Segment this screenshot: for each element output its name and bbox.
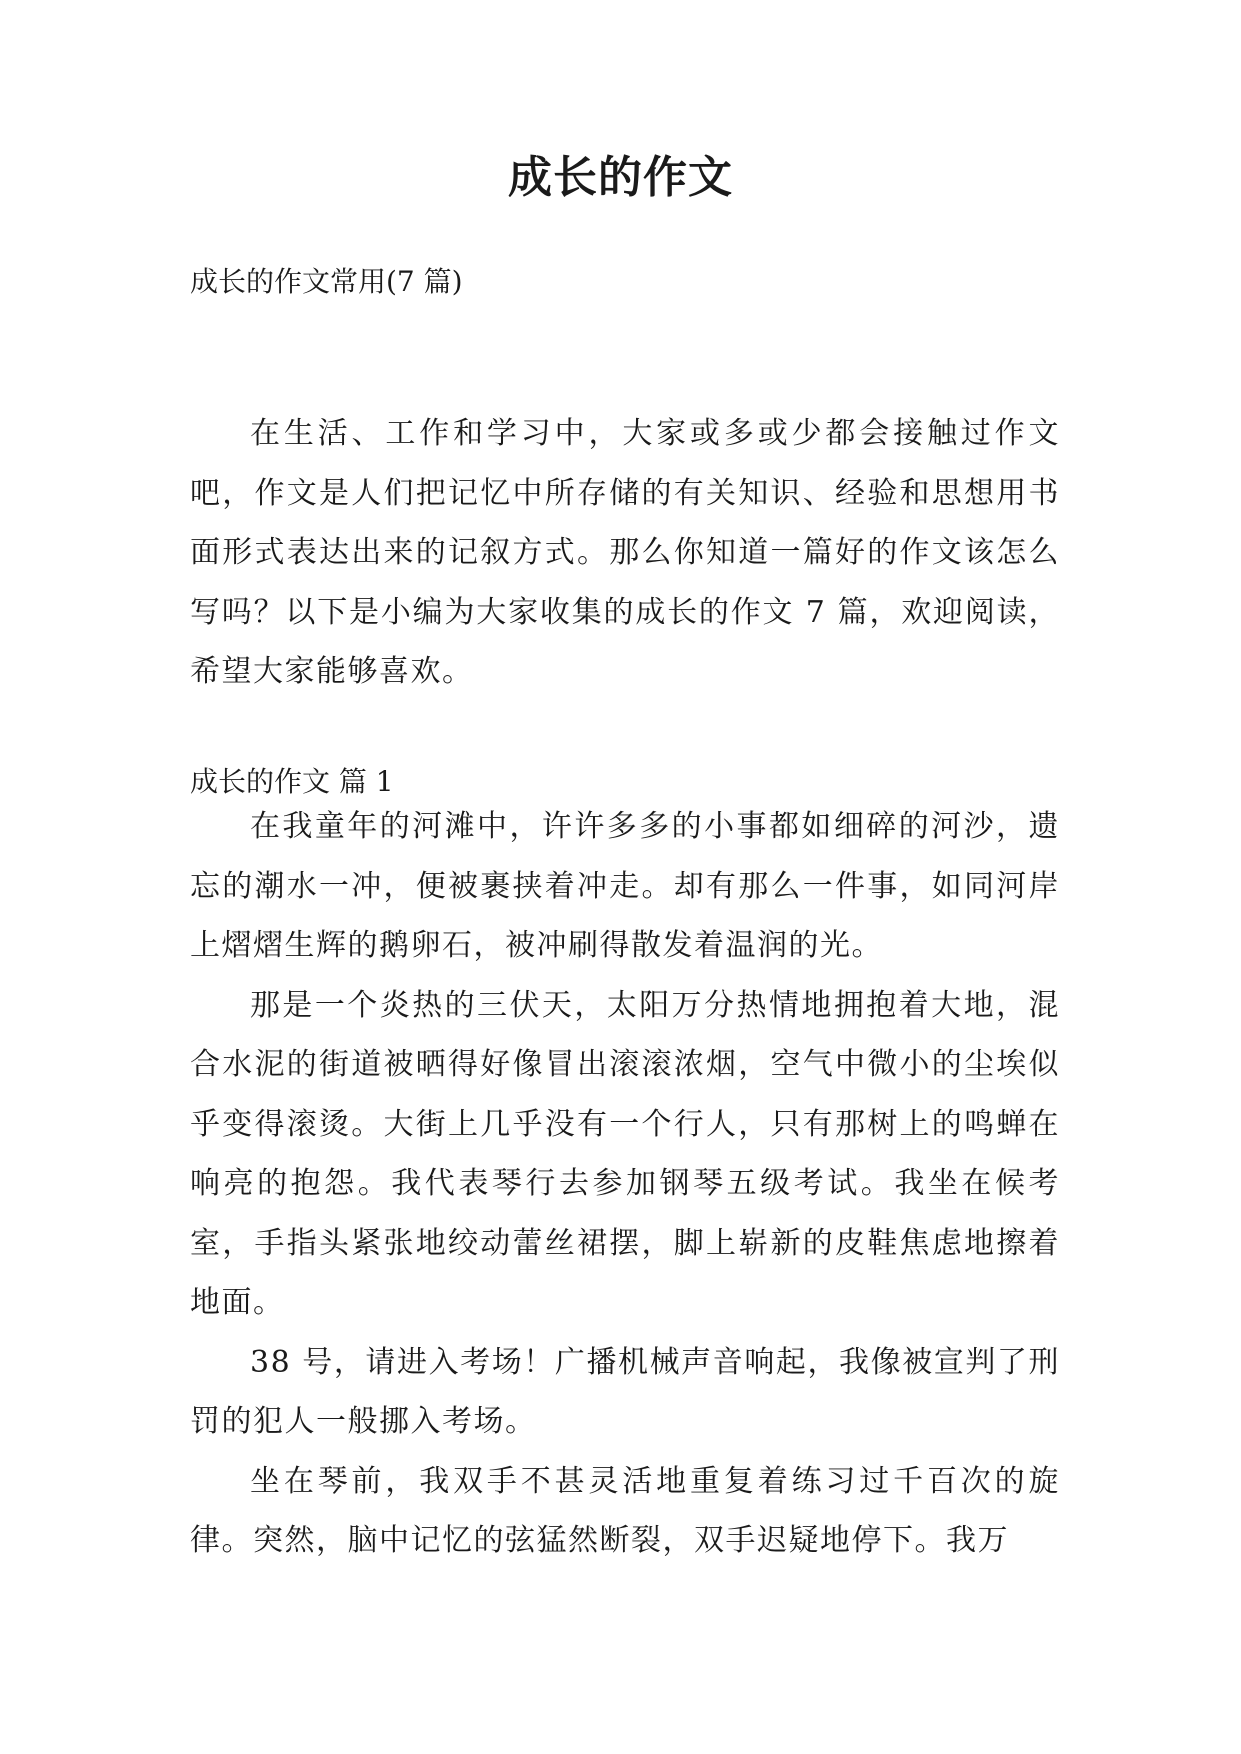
section-heading: 成长的作文 篇 1: [190, 765, 394, 798]
intro-paragraph: 在生活、工作和学习中，大家或多或少都会接触过作文吧，作文是人们把记忆中所存储的有关知识、经验和思想用书面形式表达出来的记叙方式。那么你知道一篇好的作文该怎么写吗？以下是小编为大家收集的成长的作文 7 篇，欢迎阅读，希望大家能够喜欢。: [190, 416, 1060, 689]
essay-paragraph: 坐在琴前，我双手不甚灵活地重复着练习过千百次的旋律。突然，脑中记忆的弦猛然断裂，双手迟疑地停下。我万: [190, 1463, 1060, 1558]
essay-body: [190, 797, 1060, 1571]
essay-paragraph: 那是一个炎热的三伏天，太阳万分热情地拥抱着大地，混合水泥的街道被晒得好像冒出滚滚浓烟，空气中微小的尘埃似乎变得滚烫。大街上几乎没有一个行人，只有那树上的鸣蝉在响亮的抱怨。我代表琴行去参加钢琴五级考试。我坐在候考室，手指头紧张地绞动蕾丝裙摆，脚上崭新的皮鞋焦虑地擦着地面。: [190, 987, 1060, 1320]
essay-paragraph: 在我童年的河滩中，许许多多的小事都如细碎的河沙，遗忘的潮水一冲，便被裹挟着冲走。却有那么一件事，如同河岸上熠熠生辉的鹅卵石，被冲刷得散发着温润的光。: [190, 809, 1060, 963]
essay-paragraph: 38 号，请进入考场！广播机械声音响起，我像被宣判了刑罚的犯人一般挪入考场。: [190, 1344, 1060, 1439]
document-subtitle: 成长的作文常用(7 篇): [190, 265, 463, 298]
document-title: 成长的作文: [508, 152, 733, 203]
intro-block: [190, 404, 1060, 702]
